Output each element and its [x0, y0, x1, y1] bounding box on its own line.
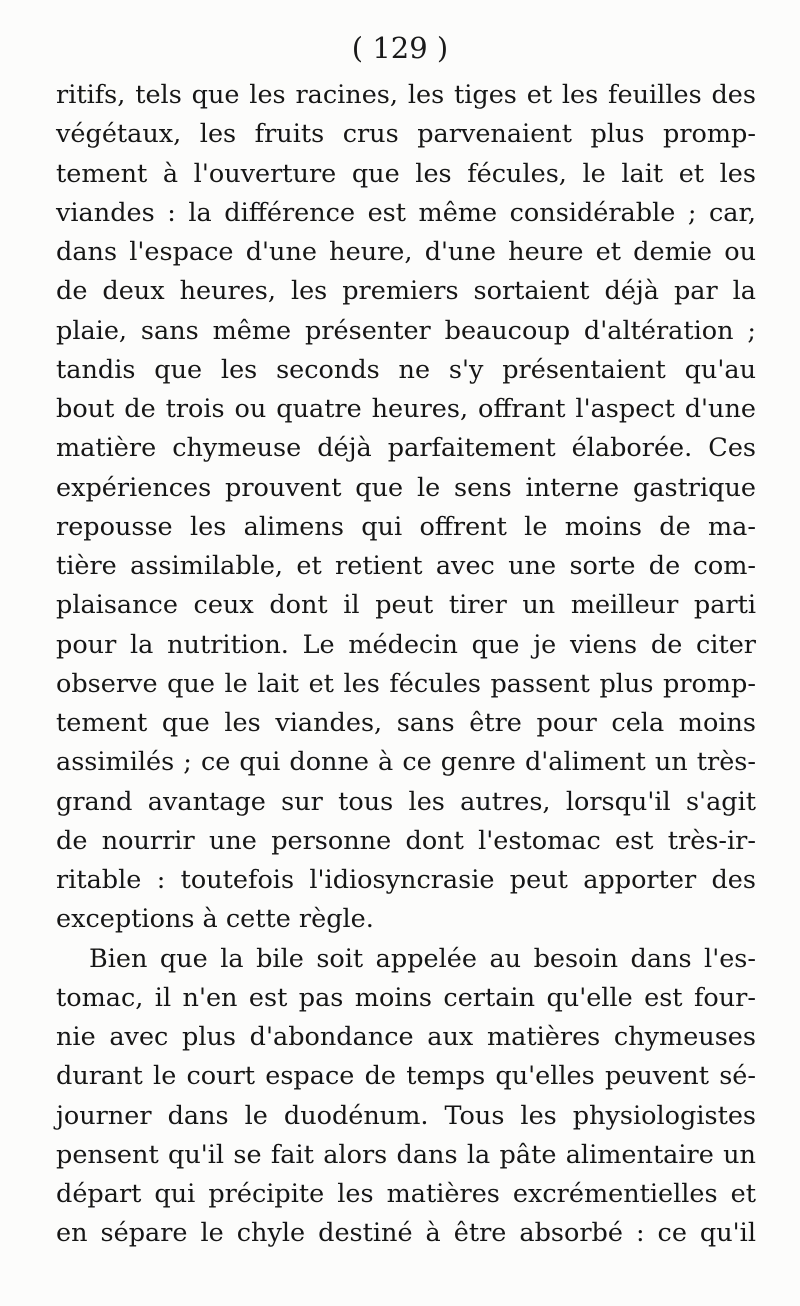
text-line: expériences prouvent que le sens interne gastrique — [56, 472, 756, 503]
text-line: végétaux, les fruits crus parvenaient plus promp- — [56, 119, 756, 150]
text-line: pour la nutrition. Le médecin que je viens de citer — [56, 629, 756, 660]
text-line: dans l'espace d'une heure, d'une heure et demie ou — [56, 237, 756, 267]
text-line: matière chymeuse déjà parfaitement élaborée. Ces — [56, 433, 756, 464]
text-line: grand avantage sur tous les autres, lorsqu'il s'agit — [56, 786, 756, 817]
text-line: observe que le lait et les fécules passent plus promp- — [56, 668, 756, 699]
text-line: durant le court espace de temps qu'elles peuvent sé- — [56, 1061, 756, 1092]
text-line: départ qui précipite les matières excrémentielles et — [56, 1179, 756, 1209]
text-line: repousse les alimens qui offrent le moins de ma- — [56, 511, 756, 542]
page-number: ( 129 ) — [351, 31, 449, 65]
text-line: tement à l'ouverture que les fécules, le lait et les — [56, 158, 756, 189]
text-line: assimilés ; ce qui donne à ce genre d'aliment un très- — [56, 747, 756, 778]
text-line: tière assimilable, et retient avec une sorte de com- — [56, 551, 756, 581]
paragraph-end-line: exceptions à cette règle. — [56, 904, 374, 935]
text-line: plaie, sans même présenter beaucoup d'altération ; — [56, 315, 756, 346]
body-text — [56, 76, 756, 1254]
text-line: de nourrir une personne dont l'estomac est très-ir- — [56, 825, 756, 856]
text-line: pensent qu'il se fait alors dans la pâte alimentaire un — [56, 1139, 756, 1170]
text-line: ritable : toutefois l'idiosyncrasie peut apporter des — [56, 865, 756, 895]
text-line: ritifs, tels que les racines, les tiges et les feuilles des — [56, 80, 756, 110]
text-line: plaisance ceux dont il peut tirer un meilleur parti — [56, 590, 756, 621]
text-line: viandes : la différence est même considérable ; car, — [56, 197, 756, 228]
text-line: en sépare le chyle destiné à être absorbé : ce qu'il — [56, 1218, 756, 1249]
text-line: de deux heures, les premiers sortaient déjà par la — [56, 276, 756, 307]
text-line: tement que les viandes, sans être pour cela moins — [56, 708, 756, 738]
text-line: tomac, il n'en est pas moins certain qu'elle est four- — [56, 982, 756, 1013]
text-line: journer dans le duodénum. Tous les physiologistes — [56, 1100, 756, 1131]
text-line: bout de trois ou quatre heures, offrant l'aspect d'une — [56, 394, 756, 424]
text-line: tandis que les seconds ne s'y présentaient qu'au — [56, 354, 756, 385]
text-line: nie avec plus d'abondance aux matières chymeuses — [56, 1022, 756, 1052]
paragraph-start-line: Bien que la bile soit appelée au besoin dans l'es- — [89, 943, 756, 974]
